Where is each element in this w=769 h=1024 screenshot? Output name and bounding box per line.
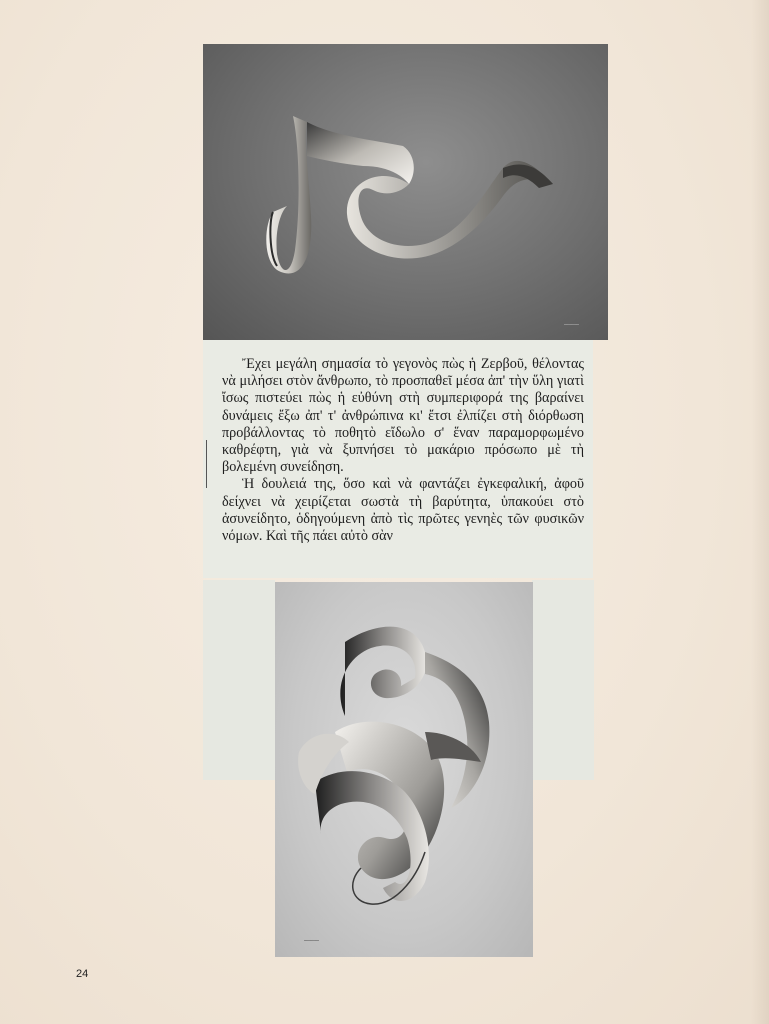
artist-signature-bottom: ⁓⁓⁓ (304, 938, 319, 944)
painting-ribbon-sculpture-bottom (275, 582, 533, 957)
article-text (222, 356, 584, 545)
painting-ribbon-sculpture-top (203, 44, 608, 340)
panel-band-right (532, 580, 594, 780)
panel-band-left (203, 580, 275, 780)
page-edge-shadow (751, 0, 769, 1024)
margin-mark (206, 440, 207, 488)
article-paragraph-1: Ἔχει μεγάλη σημασία τὸ γεγονὸς πὼς ἡ Ζερβοῦ, θέλοντας νὰ μιλήσει στὸν ἄνθρωπο, τὸ προσπαθεῖ μέσα ἀπ' τὴν ὕλη γιατὶ ἴσως πιστεύει πὼς ἡ εὐθύνη στὴ συμπεριφορά της βαραίνει δυνάμεις ἔξω ἀπ' τ' ἀνθρώπινα κι' ἔτσι ἐλπίζει στὴ διόρθωση προβάλλοντας τὸ ποθητὸ εἴδωλο σ' ἕναν παραμορφωμένο καθρέφτη, γιὰ νὰ ξυπνήσει τὸ μακάριο πρόσωπο μὲ τὴ βολεμένη συνείδηση. (222, 356, 584, 476)
article-paragraph-2: Ἡ δουλειά της, ὅσο καὶ νὰ φαντάζει ἐγκεφαλική, ἀφοῦ δείχνει νὰ χειρίζεται σωστὰ τὴ βαρύτητα, ὑπακούει στὸ ἀσυνείδητο, ὁδηγούμενη ἀπὸ τὶς πρῶτες γενηὲς τῶν φυσικῶν νόμων. Καὶ τῆς πάει αὐτὸ σὰν (222, 476, 584, 545)
page-number: 24 (76, 968, 89, 980)
ribbon-artwork-top (203, 44, 608, 340)
ribbon-artwork-bottom (275, 582, 533, 957)
artist-signature-top: ⁓⁓⁓ (564, 322, 579, 328)
